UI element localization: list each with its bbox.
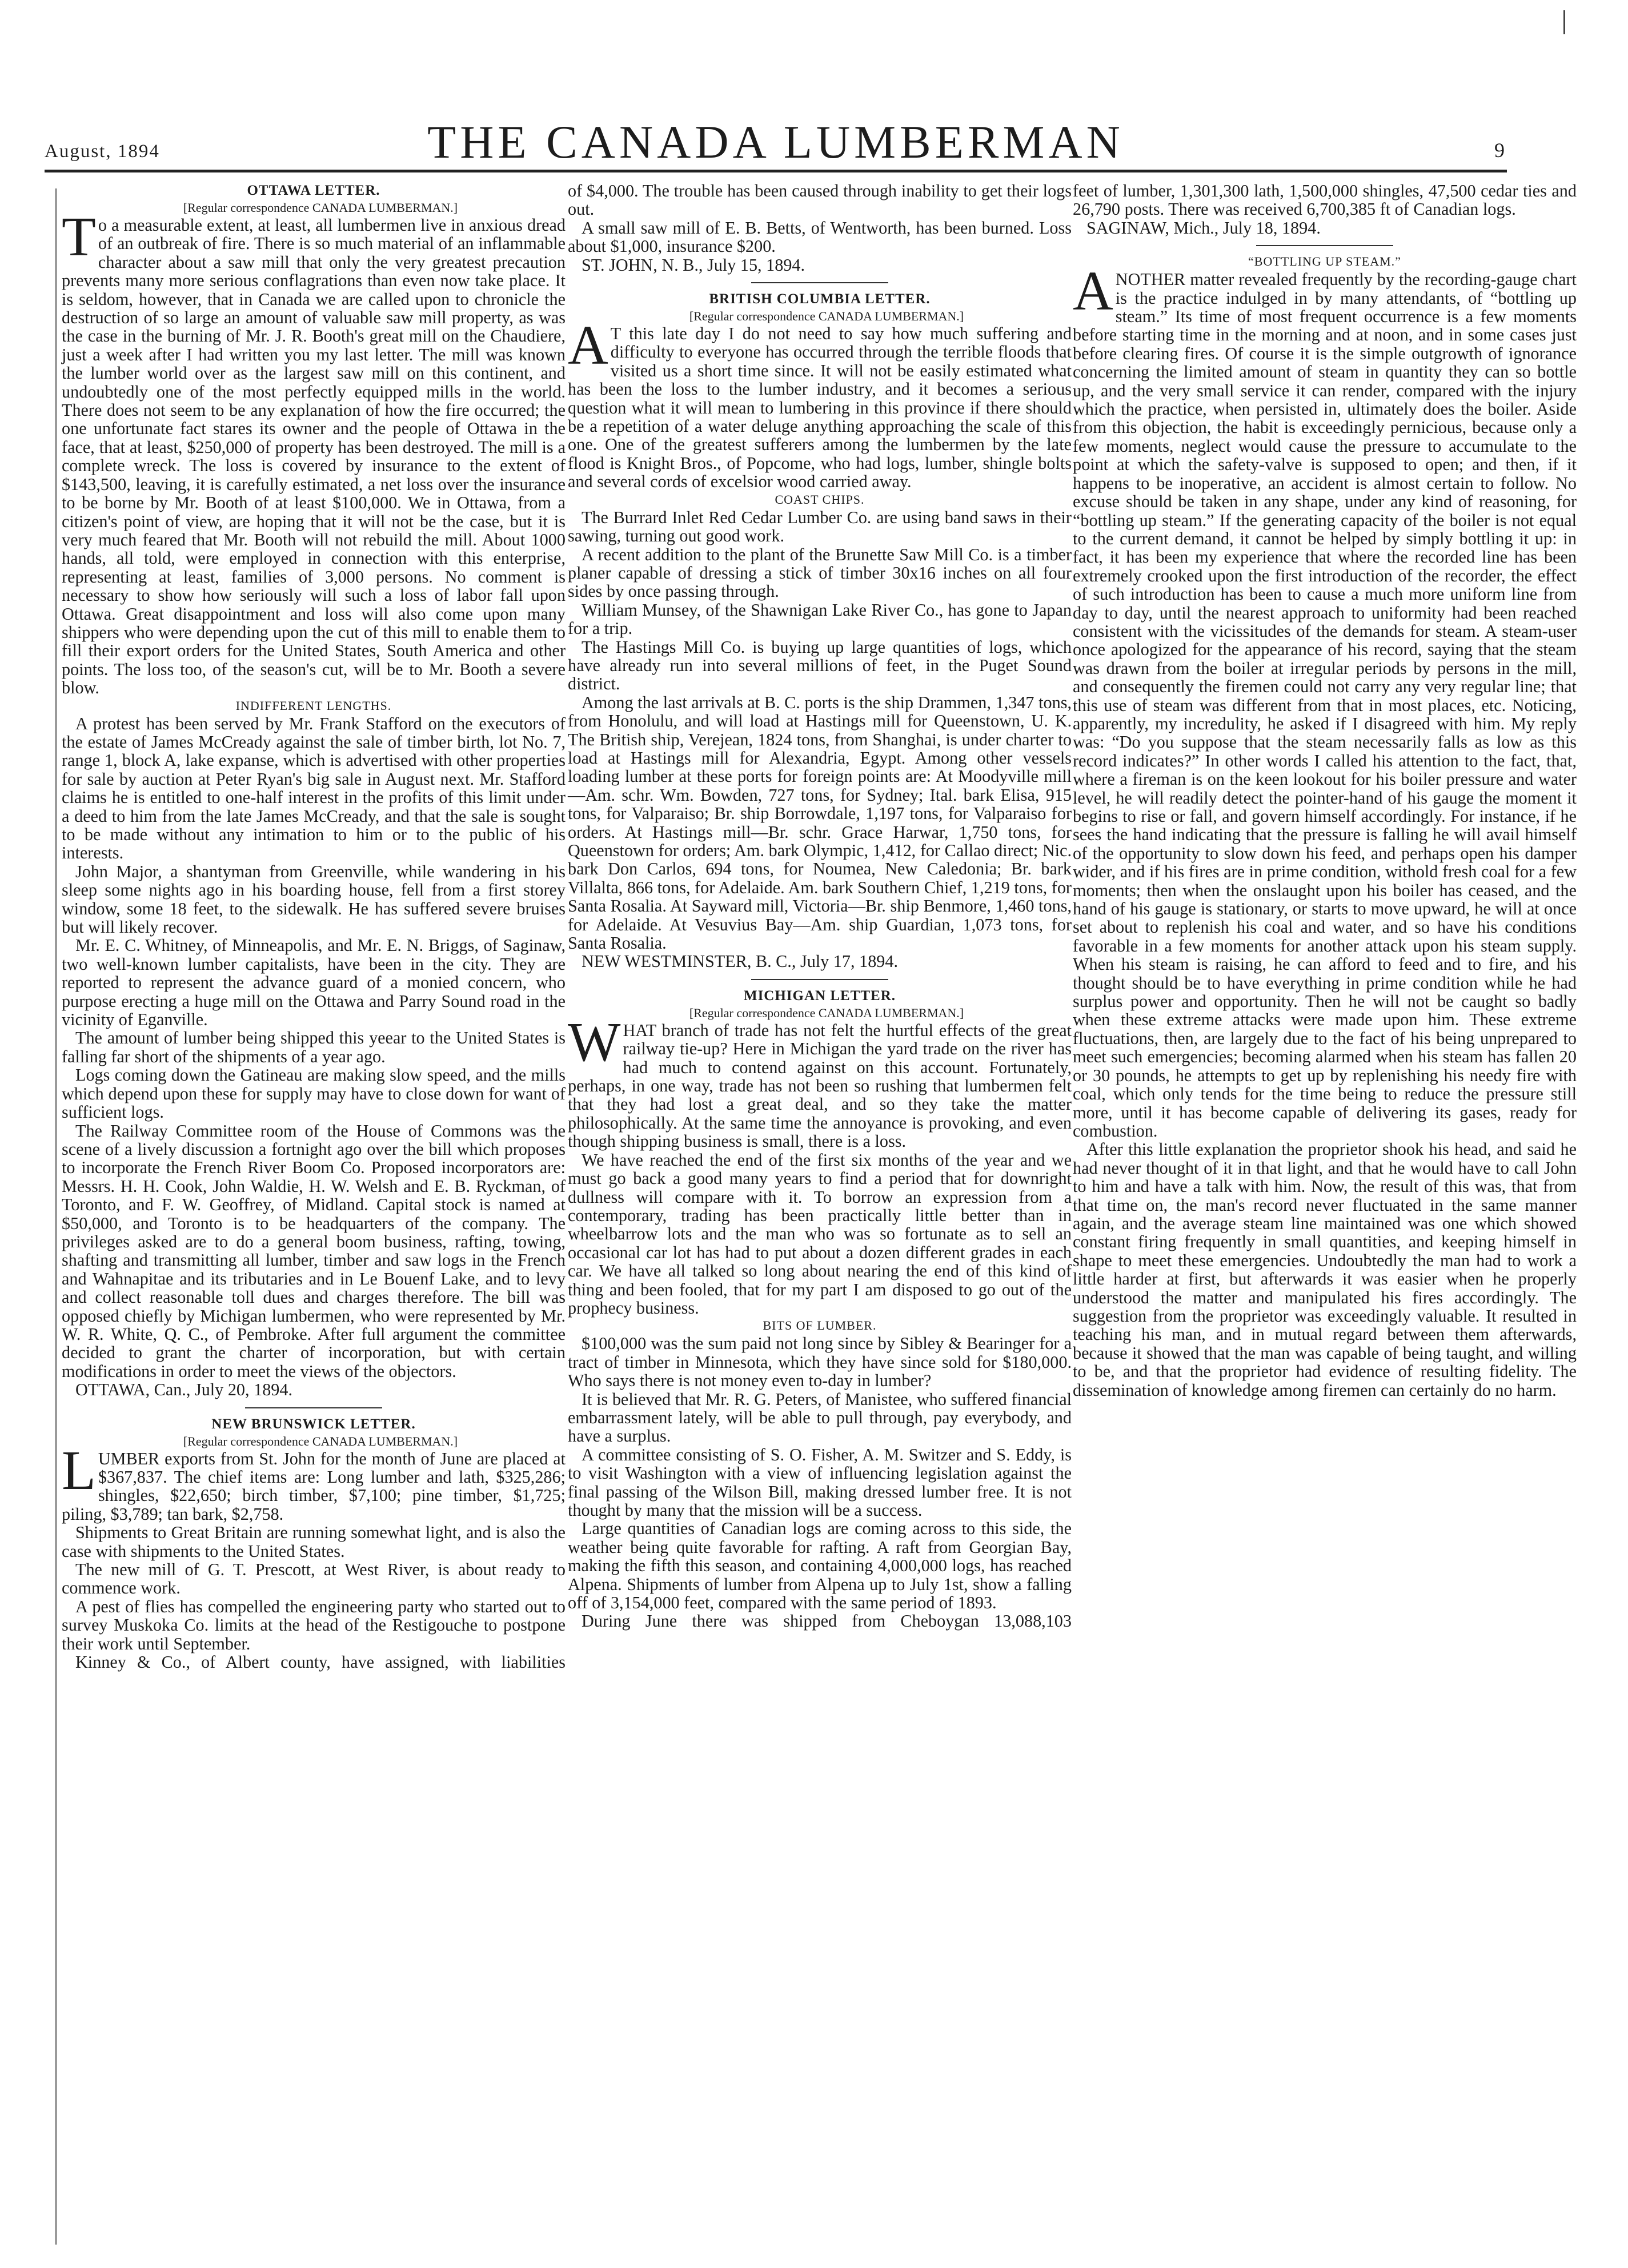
- section-heading: BRITISH COLUMBIA LETTER.: [709, 291, 931, 307]
- subheading: “BOTTLING UP STEAM.”: [1248, 254, 1401, 269]
- issue-date: August, 1894: [45, 141, 160, 162]
- paragraph-text: o a measurable extent, at least, all lumbermen live in anxious dread of an outbreak of fire. There is so much material of an inflammable character about a saw mill that only the very greatest precaution prevents many more serious conflagrations than even now take place. It is seldom, however, that in Canada we are called upon to chronicle the destruction of so large an amount of valuable saw mill property, as was the case in the burning of Mr. J. R. Booth's great mill on the Chaudiere, just a week after I had written you my last letter. The mill was known the lumber world over as the largest saw mill on this continent, and undoubtedly one of the most perfectly equipped mills in the world. There does not seem to be any explanation of how the fire occurred; the one unfortunate fact stares its owner and the people of Ottawa in the face, that at least, $250,000 of property has been destroyed. The mill is a complete wreck. The loss is covered by insurance to the extent of $143,500, leaving, it is carefully estimated, a net loss over the insurance to be borne by Mr. Booth of at least $100,000. We in Ottawa, from a citizen's point of view, are hoping that it will not be the case, but it is very much feared that Mr. Booth will not rebuild the mill. About 1000 hands, all told, were employed in connection with this enterprise, representing at least, families of 3,000 persons. No comment is necessary to show how seriously will such a loss of labor fall upon Ottawa. Great disappointment and loss will also come upon many shippers who were depending upon the cut of this mill to enable them to fill their export orders for the United States, South America and other points. The loss too, of the season's cut, will be to Mr. Booth a severe blow.: [62, 215, 566, 698]
- paragraph: It is believed that Mr. R. G. Peters, of Manistee, who suffered financial embarrassment lately, will be able to pull through, pay everybody, and have a surplus.: [568, 1389, 1072, 1446]
- paragraph-text: NOTHER matter revealed frequently by the recording-gauge chart is the practice indulged in by many attendants, of “bottling up steam.” Its time of most frequent occurrence is a few moments before starting time in the morning and at noon, and in some cases just before clearing fires. Of course it is the simple outgrowth of ignorance concerning the limited amount of steam in quantity they can so bottle up, and the very small service it can render, compared with the injury which the practice, when persisted in, ultimately does the boiler. Aside from this objection, the habit is exceedingly pernicious, because only a few moments, neglect would cause the pressure to accumulate to the point at which the safety-valve is supposed to open; and then, if it happens to be inoperative, an accident is almost certain to follow. No excuse should be taken in any shape, under any kind of reasoning, for “bottling up steam.” If the generating capacity of the boiler is not equal to the current demand, it cannot be helped by simply bottling it up: in fact, it has been my experience that where the recorded line has been extremely crooked upon the first introduction of the recorder, the effect of such introduction has been to cause a much more uniform line from day to day, until the nearest approach to uniformity had been reached consistent with the vicissitudes of the demands for steam. A steam-user once apologized for the appearance of his record, saying that the steam was drawn from the boiler at irregular periods by persons in the mill, and consequently the firemen could not carry any very regular line; that this use of steam was different from that in most places, etc. Noticing, apparently, my incredulity, he asked if I disagreed with him. My reply was: “Do you suppose that the steam necessarily falls as low as this record indicates?” In other words I called his attention to the fact, that, where a fireman is on the keen lookout for his boiler pressure and water level, he will readily detect the pointer-hand of his gauge the moment it begins to rise or fall, and govern himself accordingly. For instance, if he sees the hand indicating that the pressure is falling he will avail himself of the opportunity to slow down his feed, and perhaps open his damper wider, and if his fires are in prime condition, withold fresh coal for a few moments; then when the onslaught upon his boiler has ceased, and the hand of his gauge is stationary, or starts to move upward, he will at once set about to replenish his coal and water, and so have his conditions favorable in a few moments for another attack upon his steam supply. When his steam is raising, he can afford to feed and to fire, and his thought should be to have everything in prime condition while he had surplus power and opportunity. Then he will not be caught so badly when these extreme attacks were made upon him. These extreme fluctuations, then, are largely due to the fact of his being unprepared to meet such emergencies; becoming alarmed when his steam has fallen 20 or 30 pounds, he attempts to get up by replenishing his needy fire with coal, which only tends for the time being to reduce the pressure still more, until it has become capable of delivering its gases, ready for combustion.: [1073, 270, 1577, 1141]
- subheading: COAST CHIPS.: [775, 492, 865, 507]
- paragraph: $100,000 was the sum paid not long since by Sibley & Bearinger for a tract of timber in Minnesota, which they have since sold for $180,000. Who says there is not money even to-day in lumber?: [568, 1334, 1072, 1391]
- paragraph: John Major, a shantyman from Greenville, while wandering in his sleep some nights ago in his boarding house, fell from a first storey window, some 18 feet, to the sidewalk. He has suffered severe bruises but will likely recover.: [62, 861, 566, 937]
- dateline: NEW WESTMINSTER, B. C., July 17, 1894.: [582, 952, 899, 972]
- paragraph: feet of lumber, 1,301,300 lath, 1,500,000 shingles, 47,500 cedar ties and 26,790 posts. There was received 6,700,385 ft of Canadian logs.: [1073, 181, 1577, 219]
- correspondence-note: [Regular correspondence CANADA LUMBERMAN.]: [183, 200, 458, 215]
- paragraph: Among the last arrivals at B. C. ports is the ship Drammen, 1,347 tons, from Honolulu, and will load at Hastings mill for Queenstown, U. K. The British ship, Verejean, 1824 tons, from Shanghai, is under charter to load at Hastings mill for Alexandria, Egypt. Among other vessels loading lumber at these ports for foreign points are: At Moodyville mill—Am. schr. Wm. Bowden, 727 tons, for Sydney; Ital. bark Elisa, 915 tons, for Valparaiso; Br. ship Borrowdale, 1,197 tons, for Valparaiso for orders. At Hastings mill—Br. schr. Grace Harwar, 1,750 tons, for Queenstown for orders; Am. bark Olympic, 1,412, for Callao direct; Nic. bark Don Carlos, 694 tons, for Noumea, New Caledonia; Br. bark Villalta, 866 tons, for Adelaide. Am. bark Southern Chief, 1,219 tons, for Santa Rosalia. At Sayward mill, Victoria—Br. ship Benmore, 1,460 tons, for Adelaide. At Vesuvius Bay—Am. ship Guardian, 1,073 tons, for Santa Rosalia.: [568, 692, 1072, 953]
- paragraph: Kinney & Co., of Albert county, have assigned, with liabilities: [75, 1652, 566, 1672]
- dateline: ST. JOHN, N. B., July 15, 1894.: [582, 255, 805, 275]
- paragraph: The Railway Committee room of the House of Commons was the scene of a lively discussion a fortnight ago over the bill which proposes to incorporate the French River Boom Co. Proposed incorporators are: Messrs. H. H. Cook, John Waldie, H. W. Welsh and E. B. Ryckman, of Toronto, and F. W. Geoffrey, of Midland. Capital stock is named at $50,000, and Toronto is to be headquarters of the company. The privileges asked are to do a general boom business, rafting, towing, shafting and transmitting all lumber, timber and saw logs in the French and Wahnapitae and its tributaries and in Le Bouenf Lake, and to levy and collect reasonable toll dues and charges therefore. The bill was opposed chiefly by Michigan lumbermen, who were represented by Mr. W. R. White, Q. C., of Pembroke. After full argument the committee decided to grant the charter of incorporation, but with certain modifications in order to meet the views of the objectors.: [62, 1121, 566, 1381]
- paragraph: The amount of lumber being shipped this yeear to the United States is falling far short of the shipments of a year ago.: [62, 1028, 566, 1066]
- section-rule: [751, 979, 888, 980]
- drop-cap: T: [62, 206, 96, 268]
- paragraph-text: T this late day I do not need to say how much suffering and difficulty to everyone has occurred through the terrible floods that visited us a short time since. It will not be easily estimated what has been the loss to the lumber industry, and it becomes a serious question what it will mean to lumbering in this province if there should be a repetition of a water deluge anything approaching the scale of this one. One of the greatest sufferers among the lumbermen by the late flood is Knight Bros., of Popcome, who had logs, lumber, shingle bolts and several cords of excelsior wood carried away.: [568, 324, 1072, 492]
- correspondence-note: [Regular correspondence CANADA LUMBERMAN.]: [183, 1434, 458, 1448]
- paragraph-text: UMBER exports from St. John for the month of June are placed at $367,837. The chief items are: Long lumber and lath, $325,286; shingles, $22,650; birch timber, $7,100; pine timber, $1,725; piling, $3,789; tan bark, $2,758.: [62, 1448, 566, 1524]
- column-3: [1073, 182, 1577, 1399]
- page-number: 9: [1494, 139, 1505, 162]
- section-rule: [1256, 245, 1393, 246]
- subheading: BITS OF LUMBER.: [763, 1318, 877, 1333]
- binding-edge: [55, 188, 57, 2245]
- paragraph: The Burrard Inlet Red Cedar Lumber Co. are using band saws in their sawing, turning out good work.: [568, 507, 1072, 546]
- paragraph: The new mill of G. T. Prescott, at West River, is about ready to commence work.: [62, 1560, 566, 1598]
- paragraph: Large quantities of Canadian logs are coming across to this side, the weather being quite favorable for rafting. A raft from Georgian Bay, making the fifth this season, and containing 4,000,000 logs, has reached Alpena. Shipments of lumber from Alpena up to July 1st, show a falling off of 3,154,000 feet, compared with the same period of 1893.: [568, 1519, 1072, 1613]
- column-1: [62, 182, 566, 1671]
- section-heading: NEW BRUNSWICK LETTER.: [211, 1416, 416, 1432]
- drop-cap: A: [568, 315, 608, 377]
- correspondence-note: [Regular correspondence CANADA LUMBERMAN.]: [689, 1005, 964, 1020]
- dateline: SAGINAW, Mich., July 18, 1894.: [1086, 218, 1321, 238]
- drop-cap: A: [1073, 260, 1113, 323]
- paragraph: During June there was shipped from Cheboygan 13,088,103: [582, 1611, 1072, 1631]
- header-rule: [45, 170, 1507, 172]
- paragraph: Logs coming down the Gatineau are making slow speed, and the mills which depend upon these for supply may have to close down for want of sufficient logs.: [62, 1065, 566, 1122]
- paragraph: A committee consisting of S. O. Fisher, A. M. Switzer and S. Eddy, is to visit Washington with a view of influencing legislation against the final passing of the Wilson Bill, making dressed lumber free. It is not thought by many that the mission will be a success.: [568, 1444, 1072, 1520]
- correspondence-note: [Regular correspondence CANADA LUMBERMAN.]: [689, 309, 964, 324]
- paragraph-text: HAT branch of trade has not felt the hurtful effects of the great railway tie-up? Here in Michigan the yard trade on the river has had much to contend against on this account. Fortunately, perhaps, in one way, trade has not been so rushing that lumbermen felt that they had lost a great deal, and so they take the matter philosophically. At the same time the annoyance is provoking, and even though shipping business is small, there is a loss.: [568, 1020, 1072, 1151]
- paragraph: A protest has been served by Mr. Frank Stafford on the executors of the estate of James McCready against the sale of timber birth, lot No. 7, range 1, block A, lake expanse, which is advertised with other properties for sale by auction at Peter Ryan's big sale in August next. Mr. Stafford claims he is entitled to one-half interest in the profits of this limit under a deed to him from the late James McCready, and that the sale is sought to be made without any intimation to him or to the public of his interests.: [62, 713, 566, 863]
- paragraph: A recent addition to the plant of the Brunette Saw Mill Co. is a timber planer capable of dressing a stick of timber 30x16 inches on all four sides by once passing through.: [568, 544, 1072, 601]
- paragraph: The Hastings Mill Co. is buying up large quantities of logs, which have already run into several millions of feet, in the Puget Sound district.: [568, 637, 1072, 694]
- paragraph: Shipments to Great Britain are running somewhat light, and is also the case with shipments to the United States.: [62, 1523, 566, 1561]
- dateline: OTTAWA, Can., July 20, 1894.: [75, 1380, 293, 1400]
- paragraph: William Munsey, of the Shawnigan Lake River Co., has gone to Japan for a trip.: [568, 600, 1072, 639]
- paragraph: After this little explanation the proprietor shook his head, and said he had never thought of it in that light, and that he would have to call John to him and have a talk with him. Now, the result of this was, that from that time on, the man's record never fluctuated in the same manner again, and the average steam line maintained was one which showed constant firing frequently in small quantities, and keeping himself in shape to meet these emergencies. Undoubtedly the man had to work a little harder at first, but afterwards it was easier when he properly understood the matter and manipulated his fires accordingly. The suggestion from the proprietor was exceedingly valuable. It resulted in teaching his man, and in mutual regard between them afterwards, because it showed that the man was capable of being taught, and willing to be, and that the proprietor had evidence of resulting fidelity. The dissemination of knowledge among firemen can certainly do no harm.: [1073, 1139, 1577, 1400]
- column-2: [568, 182, 1072, 1631]
- drop-cap: L: [62, 1439, 96, 1502]
- section-rule: [245, 1407, 382, 1408]
- masthead-title: THE CANADA LUMBERMAN: [427, 116, 1124, 168]
- section-heading: OTTAWA LETTER.: [247, 183, 380, 198]
- section-heading: MICHIGAN LETTER.: [743, 988, 896, 1003]
- scan-mark: [1563, 10, 1565, 34]
- paragraph: We have reached the end of the first six months of the year and we must go back a good many years to find a period that for downright dullness will compare with it. To borrow an expression from a contemporary, trading has been practically little better than in wheelbarrow lots and the man who was so fortunate as to sell an occasional car lot has had to put about a dozen different grades in each car. We have all talked so long about nearing the end of this kind of thing and been fooled, that for my part I am disposed to go out of the prophecy business.: [568, 1150, 1072, 1318]
- paragraph: A pest of flies has compelled the engineering party who started out to survey Muskoka Co. limits at the head of the Restigouche to postpone their work until September.: [62, 1596, 566, 1653]
- paragraph: A small saw mill of E. B. Betts, of Wentworth, has been burned. Loss about $1,000, insurance $200.: [568, 218, 1072, 256]
- paragraph: of $4,000. The trouble has been caused through inability to get their logs out.: [568, 181, 1072, 219]
- section-rule: [751, 282, 888, 283]
- drop-cap: W: [568, 1011, 621, 1073]
- paragraph: Mr. E. C. Whitney, of Minneapolis, and Mr. E. N. Briggs, of Saginaw, two well-known lumber capitalists, have been in the city. They are reported to represent the advance guard of a monied concern, who purpose erecting a huge mill on the Ottawa and Parry Sound road in the vicinity of Eganville.: [62, 936, 566, 1030]
- subheading: INDIFFERENT LENGTHS.: [235, 698, 392, 713]
- page-header: [45, 114, 1507, 177]
- paragraph: [1073, 260, 1577, 1141]
